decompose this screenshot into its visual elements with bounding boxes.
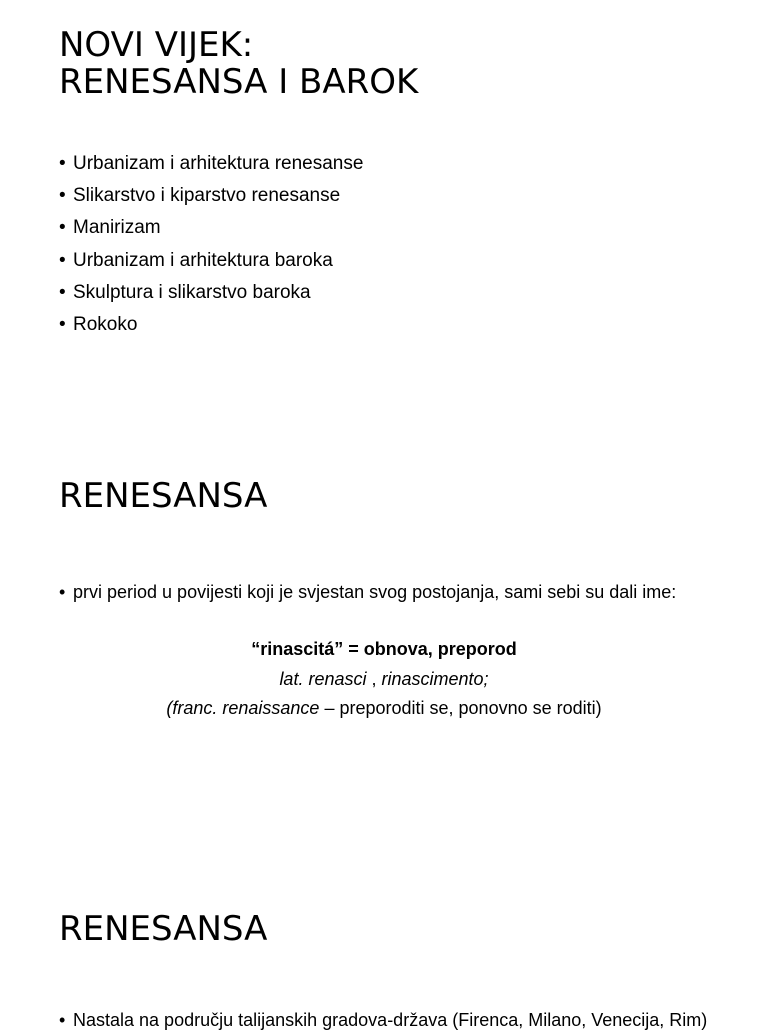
latin-separator: , — [366, 668, 382, 689]
bullet-item: • Slikarstvo i kiparstvo renesanse — [59, 180, 363, 212]
bullet-item: • Urbanizam i arhitektura renesanse — [59, 148, 363, 180]
term-line: “rinascitá” = obnova, preporod — [251, 639, 517, 659]
bullet-item: • Nastala na području talijanskih gradova-država (Firenca, Milano, Venecija, Rim) — [59, 1004, 707, 1036]
bullet-item: • Manirizam — [59, 212, 363, 244]
slide-1-title-line-2: RENESANSA I BAROK — [59, 62, 419, 102]
bullet-item: • Rokoko — [59, 309, 363, 341]
latin-term: lat. renasci — [279, 668, 367, 689]
slide-1-title-line-1: NOVI VIJEK: — [59, 25, 254, 65]
slide-3-bullet-list — [59, 1004, 707, 1036]
bullet-item: • Urbanizam i arhitektura baroka — [59, 245, 363, 277]
french-meaning: – preporoditi se, ponovno se roditi) — [319, 698, 602, 718]
latin-term-2: rinascimento; — [381, 668, 489, 689]
bullet-item: • prvi period u povijesti koji je svjestan svog postojanja, sami sebi su dali ime: — [59, 576, 676, 608]
bullet-item: • Skulptura i slikarstvo baroka — [59, 277, 363, 309]
french-term: (franc. renaissance — [166, 698, 320, 718]
slide-3-title: RENESANSA — [59, 909, 268, 949]
slide-2-title: RENESANSA — [59, 476, 268, 516]
